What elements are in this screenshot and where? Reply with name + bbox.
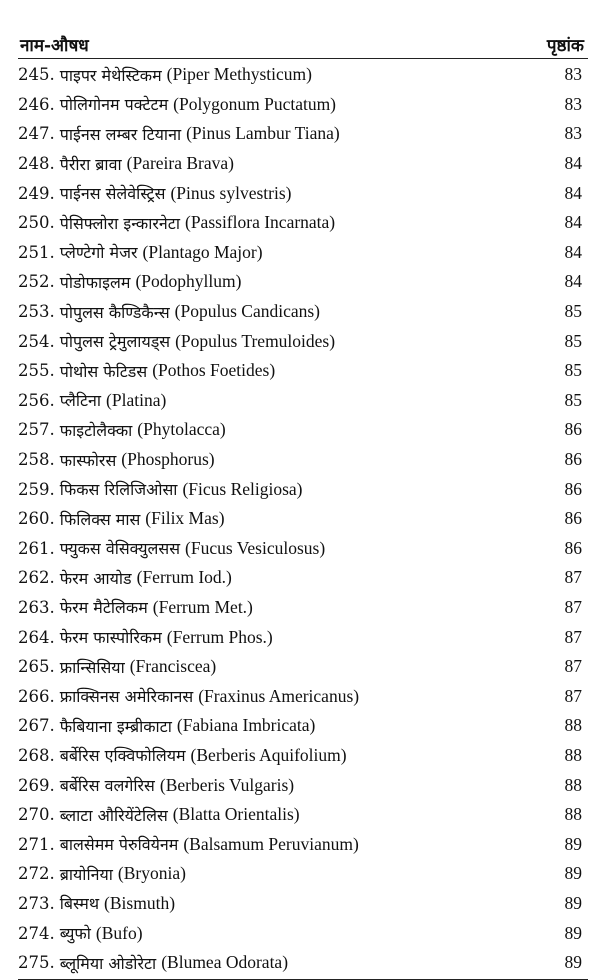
index-list <box>18 60 588 977</box>
entry-page-number: 88 <box>564 715 582 736</box>
entry-page-number: 83 <box>564 64 582 85</box>
entry-label <box>18 182 292 204</box>
entry-page-number: 83 <box>564 123 582 144</box>
entry-latin-name: (Piper Methysticum) <box>166 64 312 85</box>
entry-hindi-name: फाइटोलैक्का <box>59 420 133 440</box>
entry-hindi-name: पोलिगोनम पक्टेटम <box>59 95 169 115</box>
entry-label <box>18 715 315 737</box>
entry-latin-name: (Balsamum Peruvianum) <box>183 833 359 854</box>
entry-label <box>18 212 335 234</box>
entry-latin-name: (Pothos Foetides) <box>152 360 276 381</box>
entry-hindi-name: पाइपर मेथेस्टिकम <box>59 65 162 85</box>
index-entry <box>18 356 588 386</box>
entry-hindi-name: पैरीरा ब्रावा <box>59 154 122 174</box>
entry-hindi-name: फिलिक्स मास <box>59 509 141 529</box>
entry-number: 245. <box>18 65 55 85</box>
entry-page-number: 83 <box>564 93 582 114</box>
entry-hindi-name: ब्युफो <box>59 924 91 944</box>
entry-latin-name: (Pinus Lambur Tiana) <box>186 123 340 144</box>
index-header <box>18 26 588 56</box>
entry-number: 257. <box>18 420 55 440</box>
entry-hindi-name: पोडोफाइलम <box>59 272 131 292</box>
index-entry <box>18 149 588 179</box>
entry-label <box>18 64 312 86</box>
entry-latin-name: (Blumea Odorata) <box>161 952 289 973</box>
entry-number: 254. <box>18 331 55 351</box>
entry-number: 274. <box>18 923 55 943</box>
entry-latin-name: (Franciscea) <box>129 656 217 677</box>
entry-number: 253. <box>18 302 55 322</box>
entry-hindi-name: फ्रान्सिसिया <box>59 657 125 677</box>
entry-page-number: 89 <box>564 952 582 973</box>
entry-hindi-name: बालसेमम पेरुवियेनम <box>59 835 179 855</box>
entry-number: 263. <box>18 597 55 617</box>
entry-latin-name: (Platina) <box>106 389 167 410</box>
index-entry <box>18 178 588 208</box>
entry-latin-name: (Populus Candicans) <box>174 301 321 322</box>
index-entry <box>18 652 588 682</box>
entry-label <box>18 330 335 352</box>
entry-number: 262. <box>18 568 55 588</box>
entry-hindi-name: फैबियाना इम्ब्रीकाटा <box>59 716 172 736</box>
index-entry <box>18 415 588 445</box>
entry-hindi-name: फास्फोरस <box>59 450 117 470</box>
entry-number: 249. <box>18 183 55 203</box>
entry-label <box>18 123 340 145</box>
entry-number: 273. <box>18 893 55 913</box>
entry-hindi-name: फ्राक्सिनस अमेरिकानस <box>59 687 194 707</box>
index-entry <box>18 563 588 593</box>
entry-page-number: 88 <box>564 774 582 795</box>
index-entry <box>18 326 588 356</box>
entry-number: 247. <box>18 124 55 144</box>
entry-latin-name: (Ferrum Iod.) <box>136 567 232 588</box>
index-entry <box>18 800 588 830</box>
entry-page-number: 86 <box>564 449 582 470</box>
entry-label <box>18 271 241 293</box>
entry-number: 259. <box>18 479 55 499</box>
entry-number: 248. <box>18 154 55 174</box>
entry-number: 265. <box>18 657 55 677</box>
entry-label <box>18 892 175 914</box>
index-entry <box>18 504 588 534</box>
entry-page-number: 85 <box>564 330 582 351</box>
entry-page-number: 86 <box>564 508 582 529</box>
entry-hindi-name: प्लैटिना <box>59 391 102 411</box>
entry-hindi-name: फ्युकस वेसिक्युलसस <box>59 539 181 559</box>
entry-number: 267. <box>18 716 55 736</box>
entry-page-number: 85 <box>564 301 582 322</box>
entry-number: 269. <box>18 775 55 795</box>
index-entry <box>18 741 588 771</box>
entry-label <box>18 656 216 678</box>
entry-label <box>18 241 263 263</box>
entry-latin-name: (Bryonia) <box>117 863 186 884</box>
entry-page-number: 84 <box>564 153 582 174</box>
entry-label <box>18 93 336 115</box>
index-entry <box>18 267 588 297</box>
entry-hindi-name: ब्रायोनिया <box>59 864 113 884</box>
entry-latin-name: (Phytolacca) <box>137 419 226 440</box>
index-entry <box>18 208 588 238</box>
entry-page-number: 87 <box>564 567 582 588</box>
entry-label <box>18 626 273 648</box>
entry-label <box>18 478 303 500</box>
entry-label <box>18 153 234 175</box>
entry-page-number: 89 <box>564 892 582 913</box>
entry-page-number: 89 <box>564 863 582 884</box>
entry-label <box>18 863 186 885</box>
entry-page-number: 86 <box>564 537 582 558</box>
entry-latin-name: (Passiflora Incarnata) <box>185 212 336 233</box>
entry-hindi-name: पेसिफ्लोरा इन्कारनेटा <box>59 213 180 233</box>
entry-number: 275. <box>18 953 55 973</box>
entry-hindi-name: पाईनस सेलेवेस्ट्रिस <box>59 184 166 204</box>
entry-latin-name: (Fraxinus Americanus) <box>198 685 360 706</box>
entry-page-number: 88 <box>564 804 582 825</box>
entry-page-number: 87 <box>564 626 582 647</box>
entry-page-number: 86 <box>564 419 582 440</box>
entry-label <box>18 449 215 471</box>
index-entry <box>18 60 588 90</box>
entry-latin-name: (Populus Tremuloides) <box>175 330 336 351</box>
entry-label <box>18 922 143 944</box>
entry-hindi-name: पोपुलस ट्रेमुलायड्स <box>59 332 171 352</box>
entry-number: 252. <box>18 272 55 292</box>
entry-latin-name: (Fabiana Imbricata) <box>176 715 316 736</box>
entry-label <box>18 596 253 618</box>
entry-label <box>18 389 166 411</box>
entry-latin-name: (Bufo) <box>95 922 143 943</box>
index-entry <box>18 859 588 889</box>
entry-number: 260. <box>18 509 55 529</box>
index-entry <box>18 593 588 623</box>
entry-page-number: 87 <box>564 656 582 677</box>
column-title-page: पृष्ठांक <box>546 36 584 56</box>
entry-latin-name: (Ferrum Met.) <box>152 596 253 617</box>
entry-latin-name: (Bismuth) <box>104 892 176 913</box>
entry-latin-name: (Ferrum Phos.) <box>166 626 273 647</box>
entry-hindi-name: पोथोस फेटिडस <box>59 361 148 381</box>
entry-latin-name: (Pinus sylvestris) <box>170 182 292 203</box>
entry-page-number: 84 <box>564 271 582 292</box>
index-entry <box>18 90 588 120</box>
entry-hindi-name: फेरम मैटेलिकम <box>59 598 148 618</box>
entry-latin-name: (Berberis Aquifolium) <box>190 744 347 765</box>
entry-latin-name: (Podophyllum) <box>135 271 242 292</box>
entry-hindi-name: फिकस रिलिजिओसा <box>59 480 178 500</box>
entry-latin-name: (Blatta Orientalis) <box>172 804 300 825</box>
entry-page-number: 87 <box>564 596 582 617</box>
entry-page-number: 85 <box>564 360 582 381</box>
index-entry <box>18 711 588 741</box>
column-title-name: नाम-औषध <box>20 36 89 56</box>
entry-hindi-name: ब्लाटा औरियेंटेलिस <box>59 805 168 825</box>
entry-number: 250. <box>18 213 55 233</box>
index-entry <box>18 622 588 652</box>
entry-page-number: 88 <box>564 744 582 765</box>
entry-label <box>18 952 288 974</box>
entry-page-number: 87 <box>564 685 582 706</box>
index-entry <box>18 445 588 475</box>
entry-hindi-name: फेरम आयोड <box>59 568 132 588</box>
entry-number: 271. <box>18 834 55 854</box>
entry-hindi-name: पाईनस लम्बर टियाना <box>59 124 182 144</box>
entry-number: 258. <box>18 450 55 470</box>
index-entry <box>18 474 588 504</box>
entry-number: 246. <box>18 94 55 114</box>
entry-number: 256. <box>18 390 55 410</box>
index-entry <box>18 681 588 711</box>
entry-page-number: 86 <box>564 478 582 499</box>
entry-page-number: 84 <box>564 212 582 233</box>
entry-latin-name: (Pareira Brava) <box>126 153 234 174</box>
entry-page-number: 89 <box>564 833 582 854</box>
entry-label <box>18 833 359 855</box>
index-entry <box>18 948 588 978</box>
entry-label <box>18 804 300 826</box>
index-entry <box>18 889 588 919</box>
entry-label <box>18 301 320 323</box>
entry-label <box>18 360 275 382</box>
entry-hindi-name: बिस्मथ <box>59 894 100 914</box>
index-entry <box>18 119 588 149</box>
entry-hindi-name: ब्लूमिया ओडोरेटा <box>59 953 157 973</box>
entry-number: 266. <box>18 686 55 706</box>
entry-page-number: 84 <box>564 241 582 262</box>
entry-latin-name: (Plantago Major) <box>142 241 263 262</box>
entry-hindi-name: बर्बेरिस एक्विफोलियम <box>59 746 186 766</box>
entry-number: 251. <box>18 242 55 262</box>
entry-label <box>18 537 325 559</box>
index-entry <box>18 829 588 859</box>
entry-number: 268. <box>18 745 55 765</box>
entry-number: 261. <box>18 538 55 558</box>
entry-number: 270. <box>18 805 55 825</box>
entry-hindi-name: पोपुलस कैण्डिकैन्स <box>59 302 170 322</box>
index-entry <box>18 297 588 327</box>
entry-latin-name: (Berberis Vulgaris) <box>159 774 295 795</box>
index-entry <box>18 534 588 564</box>
entry-label <box>18 508 225 530</box>
entry-label <box>18 744 347 766</box>
entry-number: 264. <box>18 627 55 647</box>
entry-label <box>18 774 294 796</box>
index-entry <box>18 918 588 948</box>
entry-number: 255. <box>18 361 55 381</box>
entry-latin-name: (Phosphorus) <box>121 449 215 470</box>
entry-page-number: 89 <box>564 922 582 943</box>
entry-hindi-name: फेरम फास्पोरिकम <box>59 628 162 648</box>
index-entry <box>18 770 588 800</box>
entry-latin-name: (Fucus Vesiculosus) <box>185 537 326 558</box>
entry-latin-name: (Ficus Religiosa) <box>182 478 303 499</box>
entry-number: 272. <box>18 864 55 884</box>
entry-label <box>18 685 359 707</box>
entry-latin-name: (Polygonum Puctatum) <box>173 93 337 114</box>
entry-page-number: 85 <box>564 389 582 410</box>
header-divider <box>18 58 588 59</box>
entry-page-number: 84 <box>564 182 582 203</box>
entry-label <box>18 567 232 589</box>
index-entry <box>18 238 588 268</box>
entry-hindi-name: प्लेण्टेगो मेजर <box>59 243 138 263</box>
entry-latin-name: (Filix Mas) <box>145 508 225 529</box>
entry-label <box>18 419 226 441</box>
entry-hindi-name: बर्बेरिस वलगेरिस <box>59 776 155 796</box>
index-entry <box>18 386 588 416</box>
